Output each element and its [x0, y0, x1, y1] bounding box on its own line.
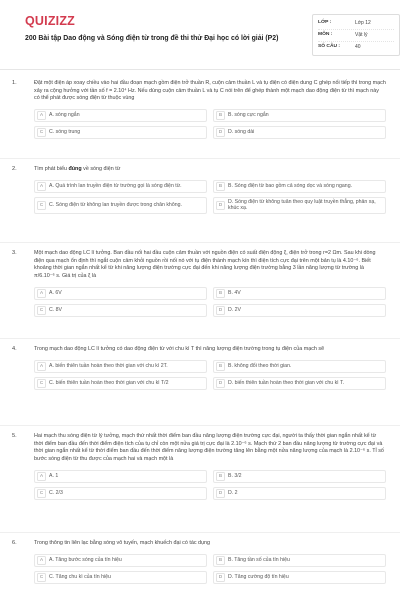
question-divider: [0, 338, 400, 339]
option-letter: C: [37, 128, 46, 137]
option-text: B. không đổi theo thời gian.: [228, 362, 292, 369]
option-text: D. Sóng điện từ không tuân theo quy luật truyền thẳng, phản xạ, khúc xạ.: [228, 198, 376, 212]
question-2: [12, 166, 388, 214]
option-letter: B: [216, 289, 225, 298]
option-text: D. Tăng cường độ tín hiệu: [228, 573, 289, 580]
meta-row-subject: [318, 29, 394, 41]
option-c[interactable]: [34, 126, 207, 139]
question-number: 2.: [12, 166, 17, 172]
question-number: 4.: [12, 346, 17, 352]
answer-options: [34, 554, 386, 584]
option-letter: D: [216, 201, 225, 210]
option-letter: B: [216, 362, 225, 371]
question-text-part: Tìm phát biểu: [34, 166, 69, 172]
option-text: D. 2V: [228, 306, 241, 313]
option-letter: A: [37, 472, 46, 481]
option-b[interactable]: [213, 360, 386, 373]
option-text: C. Tăng chu kì của tín hiệu: [49, 573, 111, 580]
option-letter: B: [216, 182, 225, 191]
worksheet-header: [12, 0, 388, 60]
option-a[interactable]: [34, 180, 207, 193]
option-a[interactable]: [34, 360, 207, 373]
question-number: 3.: [12, 250, 17, 256]
meta-key: LỚP :: [318, 19, 332, 25]
option-letter: D: [216, 573, 225, 582]
option-text: D. biến thiên tuần hoàn theo thời gian với chu kì T.: [228, 379, 345, 386]
option-d[interactable]: [213, 571, 386, 584]
option-c[interactable]: [34, 304, 207, 317]
option-text: B. 4V: [228, 289, 241, 296]
option-d[interactable]: [213, 197, 386, 215]
question-4: [12, 346, 388, 390]
question-number: 1.: [12, 80, 17, 86]
option-b[interactable]: [213, 109, 386, 122]
option-letter: C: [37, 379, 46, 388]
question-1: [12, 80, 388, 139]
option-letter: B: [216, 111, 225, 120]
answer-options: [34, 360, 386, 390]
option-letter: C: [37, 201, 46, 210]
option-c[interactable]: [34, 571, 207, 584]
meta-value: Vật lý: [355, 32, 368, 39]
option-text: C. biến thiên tuần hoàn theo thời gian với chu kì T/2: [49, 379, 169, 386]
option-letter: D: [216, 379, 225, 388]
option-letter: A: [37, 289, 46, 298]
answer-options: [34, 109, 386, 139]
option-letter: B: [216, 556, 225, 565]
option-letter: C: [37, 489, 46, 498]
question-divider: [0, 532, 400, 533]
option-letter: A: [37, 362, 46, 371]
question-text: Trong mạch dao động LC lí tưởng có dao động điện từ với chu kì T thì năng lượng điện trường trong tụ điện của mạch sẽ: [34, 346, 325, 352]
question-number: 6.: [12, 540, 17, 546]
option-text: B. Tăng tần số của tín hiệu: [228, 556, 290, 563]
worksheet-title: 200 Bài tập Dao động và Sóng điện từ trong đề thi thử Đại học có lời giải (P2): [25, 35, 279, 42]
quizizz-logo: QUIZIZZ: [25, 14, 76, 28]
question-text: Trong thông tin liên lạc bằng sóng vô tuyến, mạch khuếch đại có tác dụng: [34, 540, 211, 546]
option-text: A. biến thiên tuần hoàn theo thời gian với chu kì 2T.: [49, 362, 168, 369]
meta-row-class: [318, 17, 394, 29]
option-text: C. 2/3: [49, 489, 63, 496]
option-b[interactable]: [213, 180, 386, 193]
option-letter: D: [216, 489, 225, 498]
option-text: D. 2: [228, 489, 238, 496]
answer-options: [34, 470, 386, 500]
option-a[interactable]: [34, 470, 207, 483]
question-text: Một mạch dao động LC lí tưởng. Ban đầu nối hai đầu cuộn cảm thuần với nguồn điện có suất điện động ξ, điện trở trong r=2 Ωm. Sau khi dòng điện qua mạch ổn định thì ngắt cuộn cảm khỏi nguồn rồi nối nó với tụ điện thành mạch kín thì điện tích cực đại trên một bản tụ là 4.10⁻⁶. Biết khoảng thời gian ngắn nhất kể từ khi năng lượng điện trường cực đại đến khi năng lượng điện trường bằng 3 lần năng lượng từ trường là π/6.10⁻⁶ s. Giá trị của ξ là: [34, 250, 376, 280]
meta-row-count: [318, 41, 394, 53]
option-text: B. 3/2: [228, 472, 242, 479]
option-b[interactable]: [213, 287, 386, 300]
option-letter: A: [37, 182, 46, 191]
option-a[interactable]: [34, 109, 207, 122]
question-text: Hai mạch thu sóng điện từ lý tưởng, mạch thứ nhất thời điểm ban đầu năng lượng điện trường cực đại, người ta thấy thời gian ngắn nhất kể từ thời điểm ban đầu đến thời điểm điện tích của tụ chỉ còn một nửa giá trị cực đại là 2.10⁻⁶ s. Mạch thứ 2 ban đầu năng lượng từ trường cực đại và thời gian ngắn nhất kể từ thời điểm ban đầu đến thời điểm năng lượng điện trường tăng lên bằng một nửa năng lượng của mạch là 2.10⁻⁶ s. Tỉ số bước sóng điện từ thu được của mạch hai và mạch một là: [34, 433, 384, 463]
question-text-part: về sóng điện từ: [81, 166, 121, 172]
option-text: B. sóng cực ngắn: [228, 112, 269, 119]
header-divider: [0, 69, 400, 70]
option-text: A. sóng ngắn: [49, 112, 80, 119]
question-text-emphasis: đúng: [68, 166, 82, 172]
option-letter: C: [37, 573, 46, 582]
option-text: C. sóng trung: [49, 129, 81, 136]
meta-value: Lớp 12: [355, 19, 371, 26]
option-text: A. 1: [49, 472, 59, 479]
question-5: [12, 433, 388, 500]
question-divider: [0, 242, 400, 243]
option-c[interactable]: [34, 197, 207, 215]
option-d[interactable]: [213, 487, 386, 500]
option-letter: A: [37, 111, 46, 120]
option-c[interactable]: [34, 487, 207, 500]
option-b[interactable]: [213, 554, 386, 567]
answer-options: [34, 180, 386, 215]
option-text: A. 6V: [49, 289, 62, 296]
option-letter: C: [37, 306, 46, 315]
option-a[interactable]: [34, 287, 207, 300]
option-text: A. Tăng bước sóng của tín hiệu: [49, 556, 122, 563]
option-d[interactable]: [213, 304, 386, 317]
question-text: Đặt một điện áp xoay chiều vào hai đầu đoạn mạch gồm điện trở thuần R, cuộn cảm thuần L và tụ điện có điện dung C ghép nối tiếp thì trong mạch xảy ra cộng hưởng với tần số f = 2.10⁴ Hz. Nếu dùng cuộn cảm thuần L và tụ C nói trên để ghép thành một mạch dao động điện từ thì mạch này có thể phát được sóng điện từ thuộc vùng: [34, 80, 386, 102]
worksheet-meta-box: [312, 14, 400, 56]
question-3: [12, 250, 388, 317]
option-text: A. Quá trình lan truyền điện từ trường gọi là sóng điện từ.: [49, 182, 182, 189]
option-d[interactable]: [213, 377, 386, 390]
meta-key: MÔN :: [318, 32, 333, 38]
option-text: C. Sóng điện từ không lan truyền được trong chân không.: [49, 202, 182, 209]
option-d[interactable]: [213, 126, 386, 139]
option-text: B. Sóng điện từ bao gồm cả sóng dọc và sóng ngang.: [228, 182, 353, 189]
option-letter: D: [216, 306, 225, 315]
answer-options: [34, 287, 386, 317]
option-letter: A: [37, 556, 46, 565]
option-c[interactable]: [34, 377, 207, 390]
meta-value: 40: [355, 44, 361, 51]
question-number: 5.: [12, 433, 17, 439]
option-letter: D: [216, 128, 225, 137]
question-text: [34, 166, 386, 174]
meta-key: SỐ CÂU :: [318, 44, 341, 50]
option-a[interactable]: [34, 554, 207, 567]
question-divider: [0, 158, 400, 159]
option-b[interactable]: [213, 470, 386, 483]
option-letter: B: [216, 472, 225, 481]
option-text: D. sóng dài: [228, 129, 255, 136]
option-text: C. 8V: [49, 306, 62, 313]
question-6: [12, 540, 388, 584]
question-divider: [0, 425, 400, 426]
